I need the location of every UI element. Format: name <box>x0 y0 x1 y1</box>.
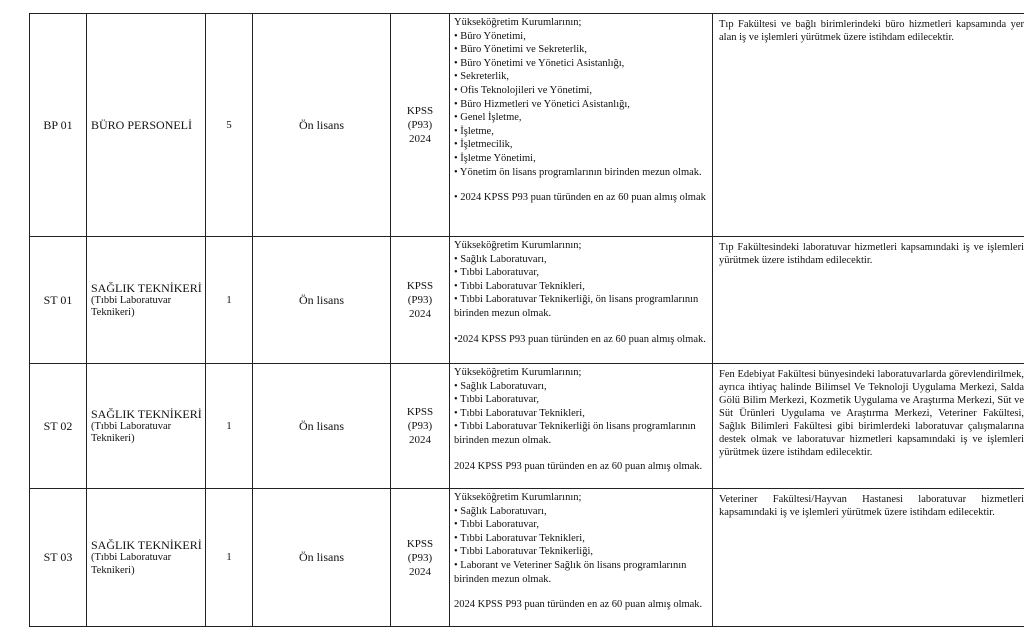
position-count: 5 <box>206 14 253 237</box>
requirements-intro: Yükseköğretim Kurumlarının; <box>454 240 582 251</box>
exam-line: (P93) <box>407 119 433 131</box>
exam-line: 2024 <box>409 308 431 320</box>
education-level: Ön lisans <box>253 14 391 237</box>
position-count: 1 <box>206 364 253 489</box>
position-title: SAĞLIK TEKNİKERİ <box>91 280 202 295</box>
requirement-item: • Büro Yönetimi ve Sekreterlik, <box>454 44 588 56</box>
table-row <box>30 489 1024 627</box>
requirement-item: • Tıbbi Laboratuvar Teknikleri, <box>454 532 585 544</box>
requirements <box>450 14 713 237</box>
position-count: 1 <box>206 237 253 364</box>
position-subtitle: (Tıbbi Laboratuvar Teknikeri) <box>91 420 172 444</box>
requirement-item: • Büro Yönetimi ve Yönetici Asistanlığı, <box>454 57 625 69</box>
exam-info <box>391 14 450 237</box>
exam-line: 2024 <box>409 434 431 446</box>
exam-line: (P93) <box>407 551 433 564</box>
position-code: BP 01 <box>30 14 87 237</box>
score-requirement: • 2024 KPSS P93 puan türünden en az 60 puan almış olmak <box>454 192 706 204</box>
exam-line: (P93) <box>407 294 433 306</box>
requirement-item: • Büro Yönetimi, <box>454 30 526 42</box>
education-level: Ön lisans <box>253 237 391 364</box>
requirement-item: • Sekreterlik, <box>454 71 509 83</box>
position-title: SAĞLIK TEKNİKERİ <box>91 538 202 552</box>
exam-line: KPSS <box>406 280 434 292</box>
position-code: ST 01 <box>30 237 87 364</box>
score-requirement: 2024 KPSS P93 puan türünden en az 60 puan almış olmak. <box>454 599 703 611</box>
position-code: ST 02 <box>30 364 87 489</box>
position-count: 1 <box>206 489 253 627</box>
requirement-item: • Tıbbi Laboratuvar Teknikleri, <box>454 280 585 292</box>
requirement-item: • Tıbbi Laboratuvar Teknikerliği ön lisans programlarının birinden mezun olmak. <box>454 421 696 446</box>
education-level: Ön lisans <box>253 364 391 489</box>
positions-table <box>29 13 1024 627</box>
exam-line: 2024 <box>409 565 431 578</box>
position-description: Veteriner Fakültesi/Hayvan Hastanesi laboratuvar hizmetleri kapsamındaki iş ve işlemleri yürütmek üzere istihdam edilecektir. <box>713 489 1024 627</box>
position-description: Tıp Fakültesi ve bağlı birimlerindeki büro hizmetleri kapsamında yer alan iş ve işlemleri yürütmek üzere istihdam edilecektir. <box>713 14 1024 237</box>
position-code: ST 03 <box>30 489 87 627</box>
requirements <box>450 364 713 489</box>
requirement-item: • Tıbbi Laboratuvar, <box>454 394 539 406</box>
requirement-item: • Sağlık Laboratuvarı, <box>454 380 547 392</box>
score-requirement: •2024 KPSS P93 puan türünden en az 60 puan almış olmak. <box>454 333 706 345</box>
requirement-item: • Tıbbi Laboratuvar Teknikleri, <box>454 407 585 419</box>
requirement-item: • Genel İşletme, <box>454 112 522 124</box>
requirement-item: • İşletme, <box>454 125 494 137</box>
exam-line: KPSS <box>406 406 434 418</box>
position-description: Tıp Fakültesindeki laboratuvar hizmetleri kapsamındaki iş ve işlemleri yürütmek üzere istihdam edilecektir. <box>713 237 1024 364</box>
exam-line: 2024 <box>409 133 431 145</box>
position-title-cell <box>87 364 206 489</box>
requirements-intro: Yükseköğretim Kurumlarının; <box>454 367 582 378</box>
exam-info <box>391 364 450 489</box>
exam-info <box>391 489 450 627</box>
requirement-item: • Tıbbi Laboratuvar Teknikerliği, ön lisans programlarının birinden mezun olmak. <box>454 294 699 319</box>
requirements-intro: Yükseköğretim Kurumlarının; <box>454 492 582 503</box>
requirement-item: • Tıbbi Laboratuvar, <box>454 267 539 279</box>
requirements <box>450 237 713 364</box>
requirement-item: • Laborant ve Veteriner Sağlık ön lisans programlarının birinden mezun olmak. <box>454 559 687 585</box>
exam-line: KPSS <box>406 105 434 117</box>
table-row <box>30 14 1024 237</box>
score-requirement: 2024 KPSS P93 puan türünden en az 60 puan almış olmak. <box>454 460 703 472</box>
requirement-item: • İşletme Yönetimi, <box>454 152 536 164</box>
requirement-item: • Tıbbi Laboratuvar, <box>454 519 539 531</box>
table-row <box>30 237 1024 364</box>
table-row <box>30 364 1024 489</box>
exam-line: (P93) <box>407 420 433 432</box>
requirement-item: • Sağlık Laboratuvarı, <box>454 253 547 265</box>
exam-info <box>391 237 450 364</box>
position-title-cell <box>87 237 206 364</box>
requirement-item: • İşletmecilik, <box>454 139 513 151</box>
position-subtitle: (Tıbbi Laboratuvar Teknikeri) <box>91 552 172 576</box>
position-title-cell <box>87 489 206 627</box>
requirement-item: • Sağlık Laboratuvarı, <box>454 505 547 517</box>
exam-line: KPSS <box>406 537 434 550</box>
position-title-cell <box>87 14 206 237</box>
requirement-item: • Tıbbi Laboratuvar Teknikerliği, <box>454 546 594 558</box>
requirement-item: • Ofis Teknolojileri ve Yönetimi, <box>454 84 592 96</box>
position-description: Fen Edebiyat Fakültesi bünyesindeki laboratuvarlarda görevlendirilmek, ayrıca ihtiyaç halinde Bilimsel Ve Teknoloji Uygulama Merkezi, Salda Gölü Bilim Merkezi, Kozmetik Uygulama ve Araştırma Merkezi, Süt ve Süt Ürünleri Uygulama ve Araştırma Merkezi, Veteriner Fakültesi, Sağlık Bilimleri Fakültesi gibi birimlerdeki laboratuvar çalışmalarına destek olmak ve laboratuvar hizmetleri kapsamındaki iş ve işlemleri yürütmek üzere istihdam edilecektir. <box>713 364 1024 489</box>
position-title: BÜRO PERSONELİ <box>91 118 193 132</box>
position-subtitle: (Tıbbi Laboratuvar Teknikeri) <box>91 294 172 318</box>
requirements <box>450 489 713 627</box>
education-level: Ön lisans <box>253 489 391 627</box>
position-title: SAĞLIK TEKNİKERİ <box>91 406 202 421</box>
requirements-intro: Yükseköğretim Kurumlarının; <box>454 17 582 28</box>
requirement-item: • Büro Hizmetleri ve Yönetici Asistanlığı, <box>454 98 630 110</box>
requirement-item: • Yönetim ön lisans programlarının birinden mezun olmak. <box>454 166 702 178</box>
